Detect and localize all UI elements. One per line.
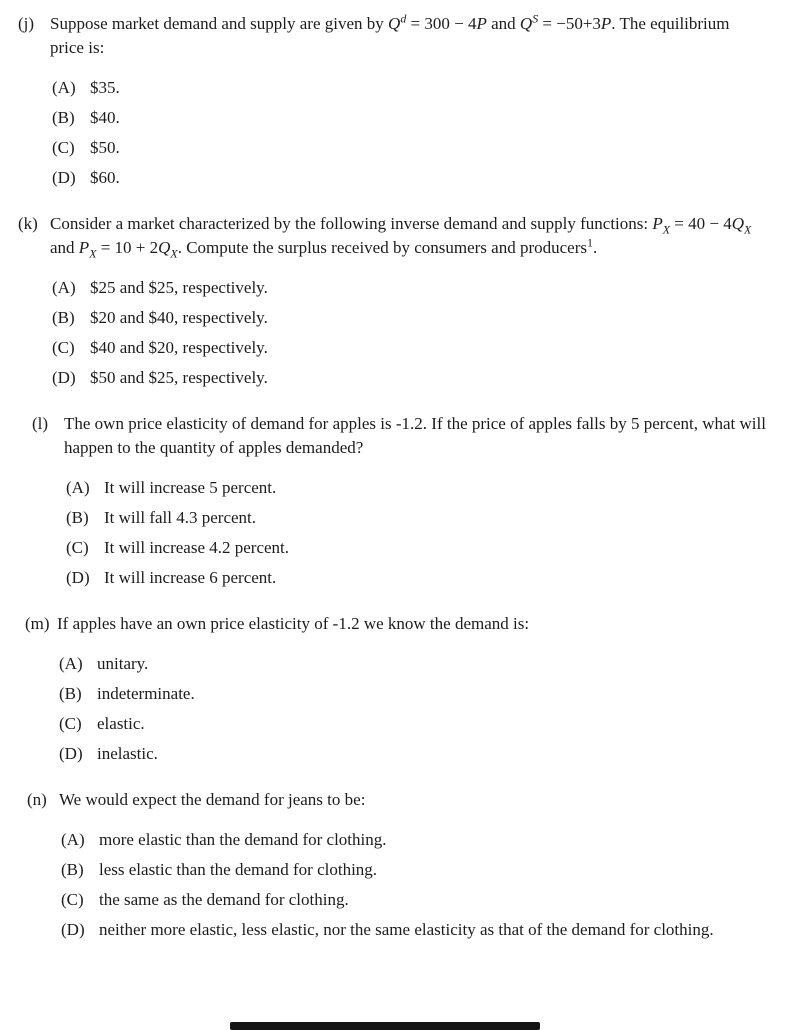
- scan-artifact-bar: [230, 1022, 540, 1030]
- option-label: (D): [66, 568, 90, 587]
- question-label: (k): [18, 214, 38, 233]
- option-text: $25 and $25, respectively.: [90, 278, 268, 297]
- question-text: Suppose market demand and supply are given by $Q^d = 300 - 4P$ and $Q^S = -50+3P$. The equilibrium price is:: [50, 11, 730, 57]
- option-label: (A): [52, 278, 76, 297]
- option-row: [61, 888, 766, 912]
- question-text: Consider a market characterized by the following inverse demand and supply functions: $P_X = 40 - 4Q_X$ and $P_X = 10 + 2Q_X$. Compute the surplus received by consumers and producers$^1$.: [50, 214, 752, 261]
- option-row: [52, 276, 766, 300]
- option-text: elastic.: [97, 714, 145, 733]
- option-label: (D): [52, 368, 76, 387]
- question-k: [18, 212, 766, 390]
- option-row: [61, 828, 766, 852]
- option-label: (B): [52, 308, 75, 327]
- option-label: (B): [52, 108, 75, 127]
- option-text: neither more elastic, less elastic, nor the same elasticity as that of the demand for clothing.: [99, 920, 714, 939]
- question-l: [32, 412, 766, 590]
- options-list: [52, 76, 766, 190]
- option-text: $50.: [90, 138, 120, 157]
- question-text: We would expect the demand for jeans to be:: [59, 790, 366, 809]
- option-text: $35.: [90, 78, 120, 97]
- option-row: [59, 742, 766, 766]
- option-label: (D): [61, 920, 85, 939]
- option-text: $60.: [90, 168, 120, 187]
- option-row: [52, 106, 766, 130]
- question-text: The own price elasticity of demand for apples is -1.2. If the price of apples falls by 5 percent, what will happen to the quantity of apples demanded?: [64, 414, 766, 457]
- option-label: (A): [59, 654, 83, 673]
- option-row: [61, 918, 766, 942]
- option-text: It will increase 5 percent.: [104, 478, 277, 497]
- options-list: [52, 276, 766, 390]
- question-n: [27, 788, 766, 942]
- option-label: (C): [52, 138, 75, 157]
- option-text: $40.: [90, 108, 120, 127]
- option-row: [52, 76, 766, 100]
- option-label: (B): [66, 508, 89, 527]
- option-text: It will fall 4.3 percent.: [104, 508, 257, 527]
- option-label: (C): [52, 338, 75, 357]
- option-label: (C): [59, 714, 82, 733]
- option-label: (C): [66, 538, 89, 557]
- option-row: [52, 166, 766, 190]
- option-text: indeterminate.: [97, 684, 195, 703]
- option-text: $20 and $40, respectively.: [90, 308, 268, 327]
- option-text: It will increase 6 percent.: [104, 568, 277, 587]
- options-list: [66, 476, 766, 590]
- option-row: [59, 682, 766, 706]
- option-row: [66, 506, 766, 530]
- option-text: unitary.: [97, 654, 149, 673]
- option-label: (B): [61, 860, 84, 879]
- question-label: (m): [25, 614, 50, 633]
- option-row: [66, 566, 766, 590]
- option-row: [59, 712, 766, 736]
- option-row: [52, 366, 766, 390]
- option-text: the same as the demand for clothing.: [99, 890, 349, 909]
- option-label: (D): [59, 744, 83, 763]
- question-label: (j): [18, 14, 35, 33]
- option-label: (D): [52, 168, 76, 187]
- option-row: [52, 336, 766, 360]
- option-label: (B): [59, 684, 82, 703]
- question-m: [25, 612, 766, 766]
- option-label: (A): [61, 830, 85, 849]
- option-text: less elastic than the demand for clothing.: [99, 860, 378, 879]
- question-text: If apples have an own price elasticity of -1.2 we know the demand is:: [57, 614, 530, 633]
- option-label: (C): [61, 890, 84, 909]
- option-row: [61, 858, 766, 882]
- option-text: inelastic.: [97, 744, 158, 763]
- option-text: more elastic than the demand for clothing.: [99, 830, 387, 849]
- option-text: It will increase 4.2 percent.: [104, 538, 290, 557]
- question-j: [18, 12, 766, 190]
- option-text: $40 and $20, respectively.: [90, 338, 268, 357]
- option-label: (A): [66, 478, 90, 497]
- question-label: (l): [32, 414, 49, 433]
- option-row: [66, 476, 766, 500]
- option-row: [59, 652, 766, 676]
- option-row: [52, 136, 766, 160]
- option-row: [52, 306, 766, 330]
- question-label: (n): [27, 790, 47, 809]
- options-list: [61, 828, 766, 942]
- option-text: $50 and $25, respectively.: [90, 368, 268, 387]
- options-list: [59, 652, 766, 766]
- option-label: (A): [52, 78, 76, 97]
- option-row: [66, 536, 766, 560]
